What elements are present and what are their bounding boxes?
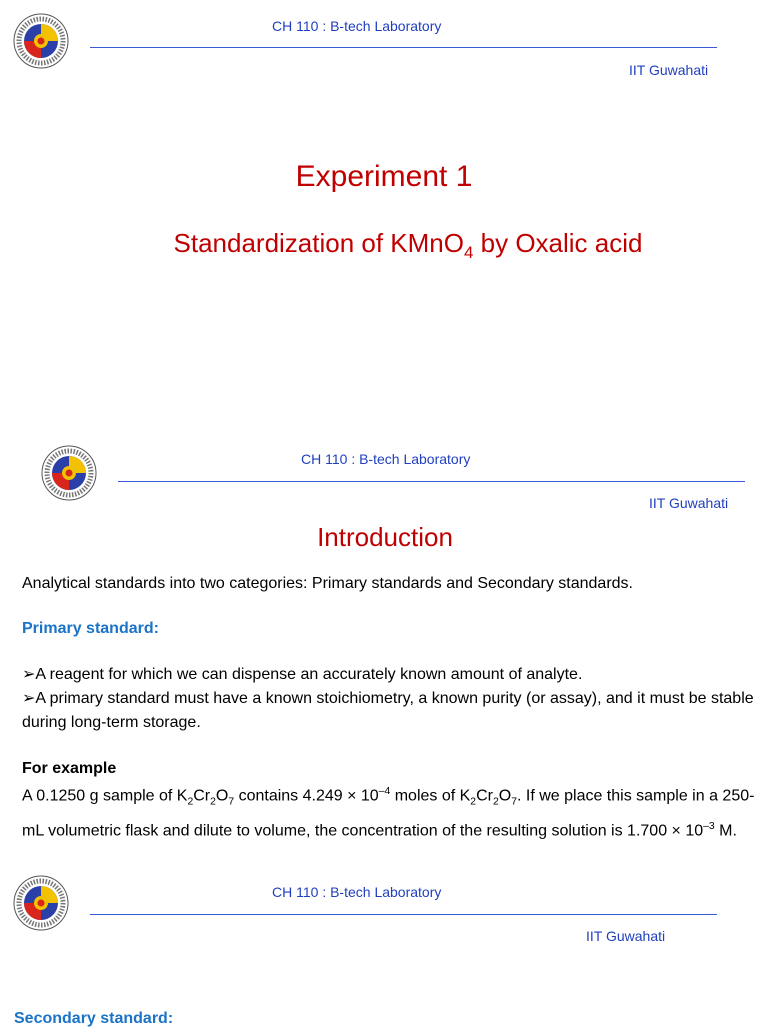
- slide-1: [0, 0, 768, 420]
- slide-3: [0, 864, 768, 1027]
- iitg-logo-icon: [12, 12, 70, 70]
- slide-subtitle: Standardization of KMnO$_4$ by Oxalic acid: [173, 228, 643, 263]
- iitg-logo-icon: [12, 874, 70, 932]
- slide-2: [0, 430, 768, 860]
- header-divider: [90, 914, 717, 915]
- institute-label: IIT Guwahati: [649, 495, 729, 511]
- primary-standard-heading: Primary standard:: [22, 620, 159, 637]
- example-text: A 0.1250 g sample of $K_2Cr_2O_7$ contains $4.249 \times 10^{-4}$ moles of $K_2Cr_2O_7$. If we place this sample in a 250-mL volumetric flask and dilute to volume, the concentration of the resulting solution is $1.700 \times 10^{-3}$ M.: [22, 786, 755, 839]
- header-divider: [118, 481, 745, 482]
- example-heading: For example: [22, 760, 117, 777]
- bullet-item: ➢A primary standard must have a known stoichiometry, a known purity (or assay), and it must be stable during long-term storage.: [22, 690, 754, 731]
- bullet-arrow-icon: ➢: [22, 690, 36, 707]
- bullet-item: ➢A reagent for which we can dispense an accurately known amount of analyte.: [22, 666, 583, 683]
- slide-title: Experiment 1: [295, 160, 473, 193]
- header-divider: [90, 47, 717, 48]
- intro-text: Analytical standards into two categories: Primary standards and Secondary standards.: [22, 575, 633, 592]
- course-header: CH 110 : B-tech Laboratory: [272, 18, 442, 34]
- institute-label: IIT Guwahati: [629, 62, 709, 78]
- bullet-arrow-icon: ➢: [22, 666, 36, 683]
- course-header: CH 110 : B-tech Laboratory: [301, 451, 471, 467]
- iitg-logo-icon: [40, 444, 98, 502]
- course-header: CH 110 : B-tech Laboratory: [272, 884, 442, 900]
- slide-title: Introduction: [317, 522, 453, 552]
- institute-label: IIT Guwahati: [586, 928, 666, 944]
- secondary-standard-heading: Secondary standard:: [14, 1010, 174, 1027]
